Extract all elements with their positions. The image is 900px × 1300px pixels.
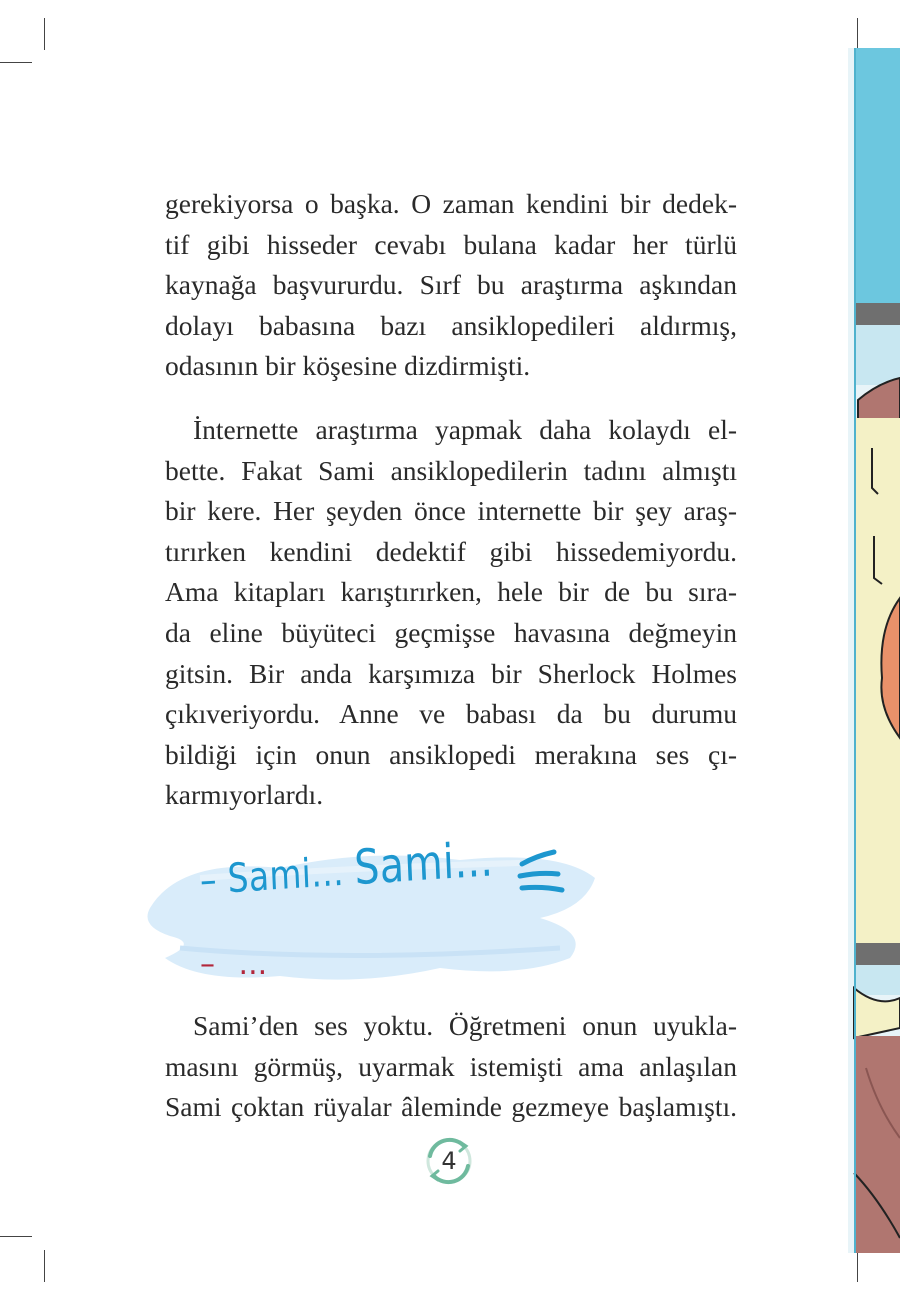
crop-mark-top-right-v <box>857 18 858 50</box>
crop-mark-bottom-right-v <box>857 1250 858 1282</box>
text-line: kaynağa başvururdu. Sırf bu araştırma aşkından <box>165 269 737 301</box>
crop-mark-bottom-left-v <box>44 1250 45 1282</box>
text-line: bir kere. Her şeyden önce internette bir şey araş- <box>165 495 737 527</box>
text-line: tif gibi hisseder cevabı bulana kadar her türlü <box>165 228 737 260</box>
text-line: karmıyorlardı. <box>165 779 324 811</box>
text-line: Ama kitapları karıştırırken, hele bir de bu sıra- <box>165 576 737 608</box>
crop-mark-top-left-h <box>0 62 32 63</box>
text-line: dolayı babasına bazı ansiklopedileri aldırmış, <box>165 309 737 341</box>
double-dash-mark-icon <box>514 846 570 896</box>
text-line: odasının bir köşesine dizdirmişti. <box>165 350 531 382</box>
text-line: Sami’den ses yoktu. Öğretmeni onun uyukla- <box>193 1010 737 1041</box>
text-line: gitsin. Bir anda karşımıza bir Sherlock Holmes <box>165 657 737 689</box>
text-line: da eline büyüteci geçmişse havasına değmeyin <box>165 616 737 648</box>
paragraph-2 <box>165 410 737 816</box>
crop-mark-top-left-v <box>44 18 45 50</box>
text-line: çıkıveriyordu. Anne ve babası da bu durumu <box>165 698 737 730</box>
dialogue-dash: – <box>200 947 215 982</box>
paragraph-1 <box>165 184 737 387</box>
text-line: masını görmüş, uyarmak istemişti ama anlaşılan <box>165 1050 737 1082</box>
dialogue-line-2 <box>200 940 267 990</box>
edge-illustration <box>848 48 900 1253</box>
dialogue-dash: – <box>199 856 218 904</box>
crop-mark-bottom-left-h <box>0 1236 32 1237</box>
paragraph-3 <box>165 1006 737 1128</box>
text-line: gerekiyorsa o başka. O zaman kendini bir dedek- <box>165 188 737 219</box>
text-line: Sami çoktan rüyalar âleminde gezmeye başlamıştı. <box>165 1091 737 1123</box>
dialogue-silence: ... <box>238 947 268 982</box>
text-line: İnternette araştırma yapmak daha kolaydı el- <box>193 414 737 445</box>
text-line: bette. Fakat Sami ansiklopedilerin tadını almıştı <box>165 454 737 486</box>
text-line: tırırken kendini dedektif gibi hissedemiyordu. <box>165 535 737 567</box>
page-number: 4 <box>441 1147 457 1175</box>
text-line: bildiği için onun ansiklopedi merakına ses çı- <box>165 738 737 770</box>
dialogue-call-small: Sami... <box>226 848 345 903</box>
dialogue-call-large: Sami... <box>353 831 495 897</box>
